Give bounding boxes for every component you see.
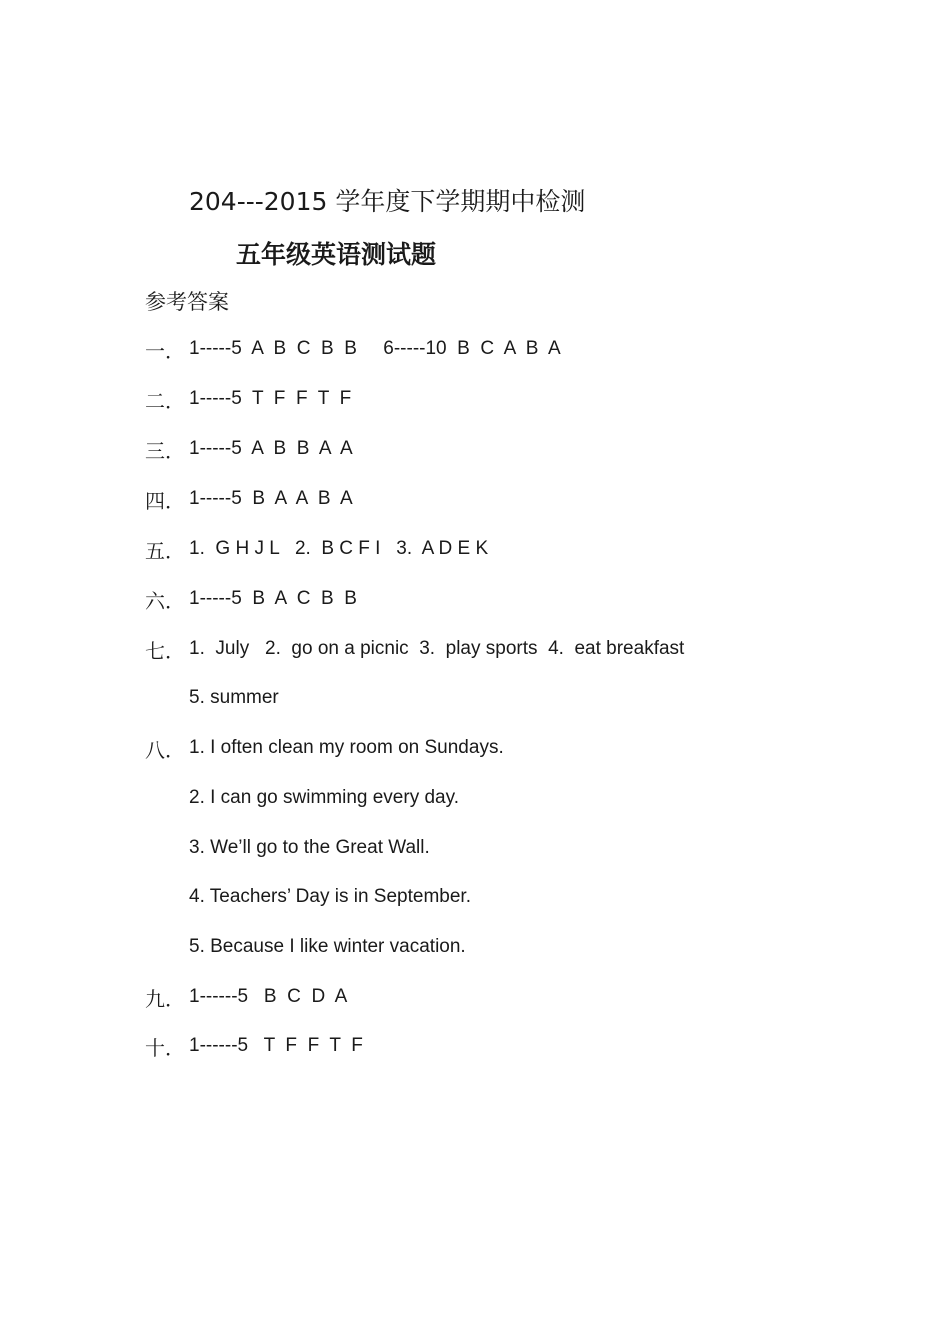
answer-row-7 [145,634,684,664]
section-number: 八． [145,737,185,762]
answer-row-1 [145,334,561,364]
section-number: 二． [145,388,185,413]
answer-text: 1-----5 B A C B B [189,588,357,609]
section-number: 七． [145,638,185,663]
answer-row-2 [145,384,351,414]
answer-row-8-item-2: 2. I can go swimming every day. [189,787,459,808]
answer-row-7-continued: 5. summer [189,687,279,708]
answer-key-label: 参考答案 [145,290,229,314]
answer-text: 1-----5 T F F T F [189,388,352,409]
answer-text: 1------5 B C D A [189,986,348,1007]
answer-row-4 [145,484,353,514]
answer-row-8 [145,733,504,763]
section-number: 九． [145,986,185,1011]
answer-row-9 [145,982,347,1012]
answer-text: 1-----5 A B C B B 6-----10 B C A B A [189,338,561,359]
answer-row-8-item-4: 4. Teachers’ Day is in September. [189,886,471,907]
document-title: 204---2015 学年度下学期期中检测 [189,187,586,216]
answer-row-8-item-5: 5. Because I like winter vacation. [189,936,466,957]
answer-row-10 [145,1031,363,1061]
section-number: 五． [145,538,185,563]
answer-row-3 [145,434,353,464]
answer-text: 1------5 T F F T F [189,1035,363,1056]
answer-text: 1. I often clean my room on Sundays. [189,737,504,758]
answer-row-8-item-3: 3. We’ll go to the Great Wall. [189,837,430,858]
section-number: 六． [145,588,185,613]
section-number: 三． [145,438,185,463]
answer-text: 1-----5 B A A B A [189,488,353,509]
section-number: 十． [145,1035,185,1060]
answer-text: 1. G H J L 2. B C F I 3. A D E K [189,538,489,559]
section-number: 一． [145,338,185,363]
document-subtitle: 五年级英语测试题 [236,240,437,269]
answer-text: 1. July 2. go on a picnic 3. play sports 4. eat breakfast [189,638,685,659]
answer-row-5 [145,534,488,564]
answer-row-6 [145,584,357,614]
section-number: 四． [145,488,185,513]
answer-text: 1-----5 A B B A A [189,438,353,459]
